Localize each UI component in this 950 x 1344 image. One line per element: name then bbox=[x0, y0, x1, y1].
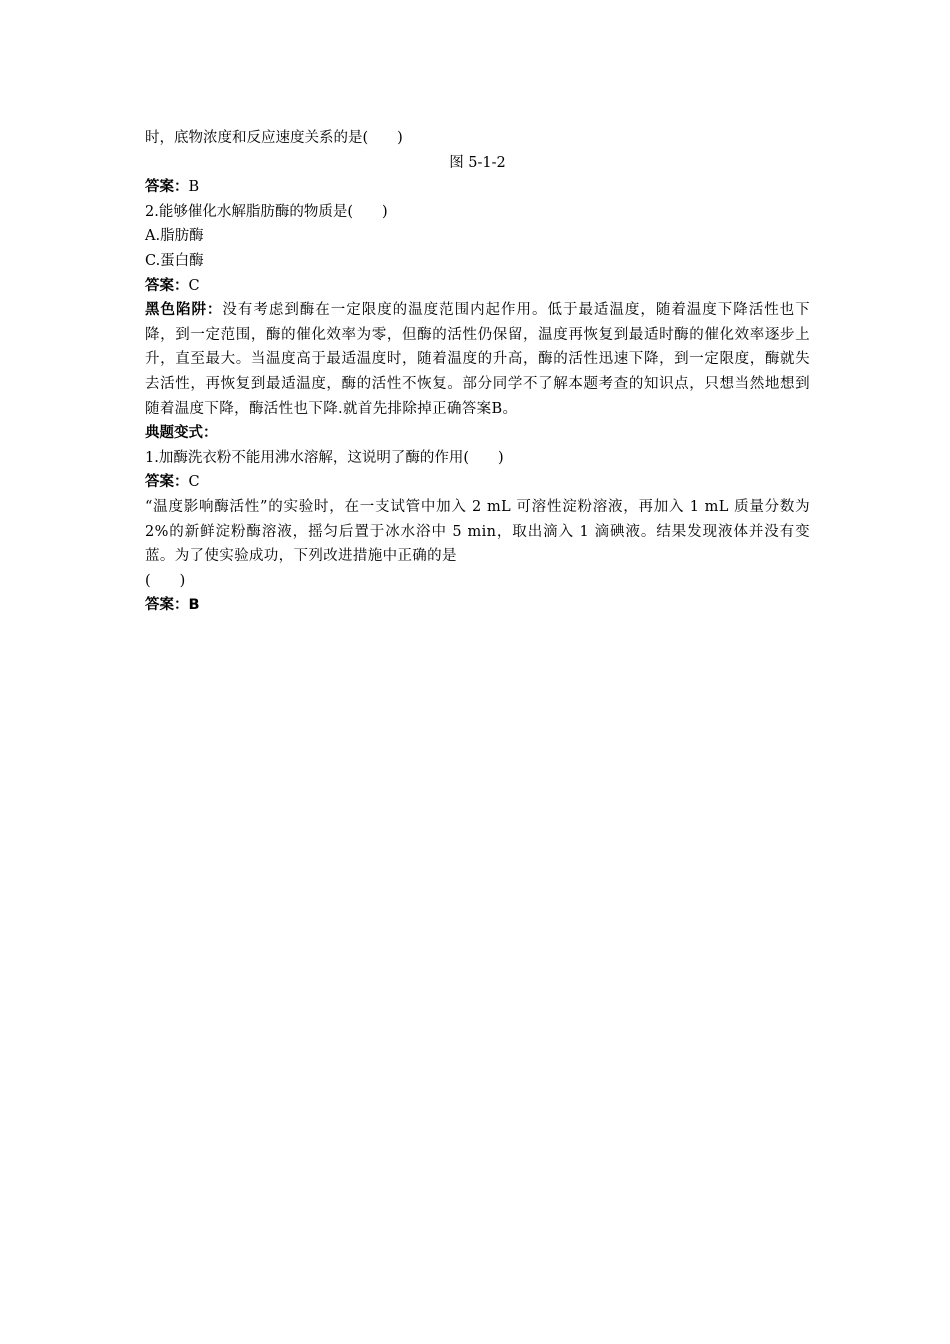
question-1-answer bbox=[145, 175, 810, 200]
variant-question-2-answer bbox=[145, 593, 810, 618]
variant-question-1-answer bbox=[145, 470, 810, 495]
option-a: A.脂肪酶 bbox=[145, 228, 204, 245]
variant-question-2-stem: “温度影响酶活性”的实验时，在一支试管中加入 2 mL 可溶性淀粉溶液，再加入 1 mL 质量分数为 2%的新鲜淀粉酶溶液，摇匀后置于冰水浴中 5 min，取出滴入 1 滴碘液。结果发现液体并没有变蓝。为了使实验成功，下列改进措施中正确的是 bbox=[145, 498, 810, 565]
answer-label: 答案： bbox=[145, 179, 189, 196]
variant-heading: 典题变式： bbox=[145, 425, 218, 442]
trap-text: 没有考虑到酶在一定限度的温度范围内起作用。低于最适温度，随着温度下降活性也下降，到一定范围，酶的催化效率为零，但酶的活性仍保留，温度再恢复到最适时酶的催化效率逐步上升，直至最大。当温度高于最适温度时，随着温度的升高，酶的活性迅速下降，到一定限度，酶就失去活性，再恢复到最适温度，酶的活性不恢复。部分同学不了解本题考查的知识点，只想当然地想到随着温度下降，酶活性也下降.就首先排除掉正确答案B。 bbox=[145, 302, 811, 417]
answer-label: 答案： bbox=[145, 277, 189, 294]
answer-value: C bbox=[188, 277, 200, 294]
variant-question-2-paren: ( ) bbox=[145, 572, 186, 589]
variant-question-1-stem: 1.加酶洗衣粉不能用沸水溶解，这说明了酶的作用( ) bbox=[145, 449, 504, 466]
answer-label: 答案： bbox=[145, 474, 189, 491]
option-c: C.蛋白酶 bbox=[145, 252, 204, 269]
answer-value: C bbox=[188, 474, 200, 491]
answer-label: 答案： bbox=[145, 597, 189, 614]
answer-value: B bbox=[188, 179, 200, 196]
trap-label: 黑色陷阱： bbox=[145, 302, 223, 319]
answer-value: B bbox=[188, 597, 200, 614]
question-2-answer bbox=[145, 274, 810, 299]
trap-paragraph bbox=[145, 298, 810, 421]
figure-caption: 图 5-1-2 bbox=[449, 154, 506, 171]
question-2-stem: 2.能够催化水解脂肪酶的物质是( ) bbox=[145, 203, 388, 220]
document-page bbox=[145, 126, 810, 618]
question-1-tail: 时，底物浓度和反应速度关系的是( ) bbox=[145, 130, 403, 146]
